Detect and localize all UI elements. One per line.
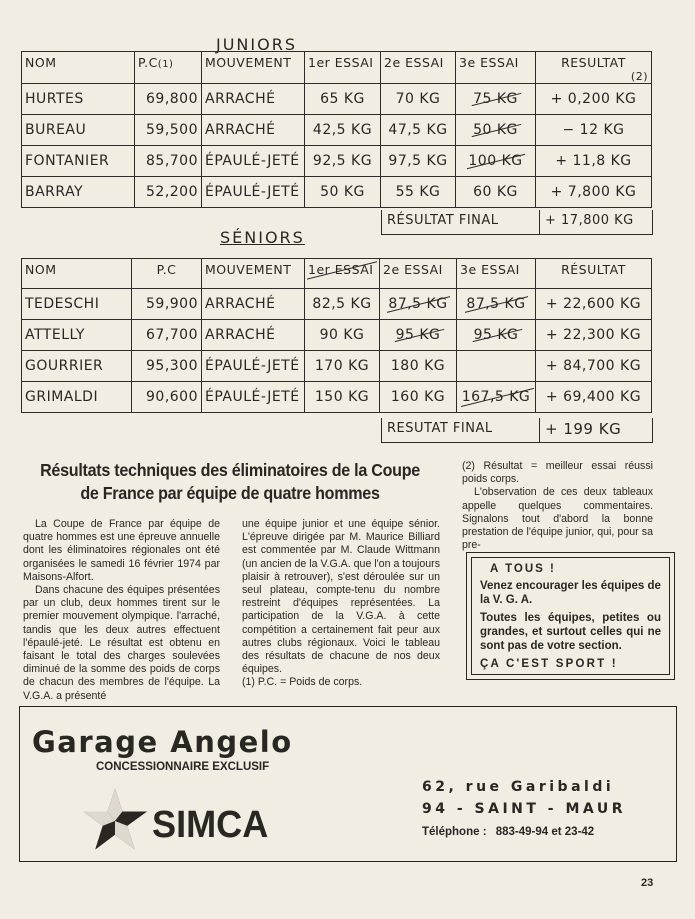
attempt-2-value: 180 KG bbox=[390, 358, 446, 374]
result-value: + 84,700 KG bbox=[545, 358, 642, 374]
attempt-3 bbox=[456, 177, 536, 208]
athlete-name bbox=[22, 351, 132, 382]
col-header-essai2: 2e ESSAI bbox=[381, 52, 456, 84]
body-weight bbox=[132, 320, 202, 351]
result-value: + 69,400 KG bbox=[545, 389, 642, 405]
attempt-3 bbox=[457, 382, 536, 413]
body-weight-value: 95,300 bbox=[146, 358, 198, 374]
attempt-1 bbox=[305, 84, 381, 115]
col-header-essai3: 3e ESSAI bbox=[456, 52, 536, 84]
seniors-header-row bbox=[22, 259, 652, 289]
attempt-3-value: 167,5 KG bbox=[461, 389, 531, 405]
movement bbox=[202, 382, 305, 413]
seniors-table bbox=[21, 258, 652, 413]
body-weight-value: 69,800 bbox=[146, 91, 198, 107]
result bbox=[536, 84, 652, 115]
athlete-name bbox=[22, 382, 132, 413]
article-column-3 bbox=[462, 460, 653, 552]
col-header-nom: NOM bbox=[22, 259, 132, 289]
movement-value: ÉPAULÉ-JETÉ bbox=[205, 389, 300, 405]
movement-value: ÉPAULÉ-JETÉ bbox=[205, 184, 300, 200]
paragraph: Dans chacune des équipes présentées par un club, deux hommes tirent sur le premier mouvement olympique. l'arraché, tandis que les deux autres effectuent l'épaulé-jeté. Le résultat est obtenu en faisant le total des charges soulevées diminué de la somme des poids de corps de chacun des membres de l'équipe. La V.G.A. a présenté bbox=[23, 584, 220, 702]
body-weight bbox=[135, 177, 202, 208]
result bbox=[536, 177, 652, 208]
athlete-name bbox=[22, 320, 132, 351]
movement-value: ARRACHÉ bbox=[205, 91, 276, 107]
movement bbox=[202, 146, 305, 177]
notice-title: A TOUS ! bbox=[490, 563, 556, 575]
attempt-3 bbox=[457, 289, 536, 320]
article-headline: Résultats techniques des éliminatoires de la Coupe de France par équipe de quatre hommes bbox=[40, 460, 420, 503]
seniors-final-row bbox=[381, 418, 653, 443]
phone-label: Téléphone : bbox=[422, 826, 487, 838]
attempt-1 bbox=[305, 351, 380, 382]
notice-line-1: Venez encourager les équipes de la V. G. A. bbox=[480, 580, 661, 606]
attempt-2-value: 160 KG bbox=[390, 389, 446, 405]
movement-value: ÉPAULÉ-JETÉ bbox=[205, 153, 300, 169]
movement bbox=[202, 115, 305, 146]
body-weight bbox=[132, 289, 202, 320]
result bbox=[536, 351, 652, 382]
result-value: + 0,200 KG bbox=[550, 91, 637, 107]
attempt-1-value: 82,5 KG bbox=[312, 296, 372, 312]
notice-footer: ÇA C'EST SPORT ! bbox=[480, 658, 618, 670]
juniors-final-label: RÉSULTAT FINAL bbox=[382, 210, 540, 234]
pc-note-ref: (1) bbox=[157, 59, 174, 70]
movement-value: ARRACHÉ bbox=[205, 327, 276, 343]
juniors-header-row bbox=[22, 52, 652, 84]
athlete-name-value: GRIMALDI bbox=[25, 389, 99, 405]
athlete-name-value: GOURRIER bbox=[25, 358, 104, 374]
result bbox=[536, 289, 652, 320]
body-weight bbox=[135, 115, 202, 146]
body-weight-value: 85,700 bbox=[146, 153, 198, 169]
col-header-mouvement: MOUVEMENT bbox=[202, 52, 305, 84]
athlete-row bbox=[22, 382, 652, 413]
address-street: 62, rue Garibaldi bbox=[422, 779, 615, 795]
article-column-1 bbox=[23, 518, 220, 703]
attempt-2 bbox=[381, 84, 456, 115]
athlete-name bbox=[22, 115, 135, 146]
body-weight bbox=[135, 146, 202, 177]
attempt-2 bbox=[381, 146, 456, 177]
athlete-name bbox=[22, 177, 135, 208]
athlete-row bbox=[22, 115, 652, 146]
resultat-label: RESULTAT bbox=[561, 55, 626, 70]
attempt-2 bbox=[381, 177, 456, 208]
garage-advertisement bbox=[19, 706, 677, 862]
col-header-resultat bbox=[536, 52, 652, 84]
result-value: + 22,300 KG bbox=[545, 327, 642, 343]
attempt-1-value: 170 KG bbox=[314, 358, 370, 374]
notice-line-2: Toutes les équipes, petites ou grandes, et surtout celles qui ne sont pas de votre section. bbox=[480, 612, 661, 652]
attempt-3-value: 100 KG bbox=[468, 153, 523, 169]
attempt-3 bbox=[456, 115, 536, 146]
body-weight-value: 67,700 bbox=[146, 327, 198, 343]
attempt-1 bbox=[305, 146, 381, 177]
page-number: 23 bbox=[641, 877, 654, 889]
result bbox=[536, 320, 652, 351]
athlete-name-value: TEDESCHI bbox=[25, 296, 100, 312]
athlete-name-value: BARRAY bbox=[25, 184, 84, 200]
movement-value: ARRACHÉ bbox=[205, 296, 276, 312]
col-header-essai1: 1er ESSAI bbox=[305, 52, 381, 84]
body-weight bbox=[132, 351, 202, 382]
notice-box bbox=[466, 552, 675, 680]
body-weight-value: 52,200 bbox=[146, 184, 198, 200]
col-header-essai2: 2e ESSAI bbox=[380, 259, 457, 289]
col-header-pc bbox=[135, 52, 202, 84]
attempt-1-value: 92,5 KG bbox=[312, 153, 373, 169]
essai1-label: 1er ESSAI bbox=[308, 262, 374, 277]
attempt-3-value: 60 KG bbox=[473, 184, 518, 200]
phone-line bbox=[422, 826, 594, 838]
result bbox=[536, 115, 652, 146]
attempt-1 bbox=[305, 177, 381, 208]
attempt-1 bbox=[305, 382, 380, 413]
athlete-name-value: ATTELLY bbox=[25, 327, 85, 343]
juniors-final-row bbox=[381, 210, 653, 235]
attempt-1 bbox=[305, 289, 380, 320]
garage-name: Garage Angelo bbox=[32, 725, 293, 759]
athlete-row bbox=[22, 84, 652, 115]
athlete-name bbox=[22, 289, 132, 320]
attempt-2 bbox=[380, 320, 457, 351]
movement bbox=[202, 177, 305, 208]
body-weight bbox=[132, 382, 202, 413]
col-header-essai3: 3e ESSAI bbox=[457, 259, 536, 289]
athlete-row bbox=[22, 351, 652, 382]
movement-value: ARRACHÉ bbox=[205, 122, 276, 138]
result-value: + 7,800 KG bbox=[550, 184, 637, 200]
attempt-3-value: 95 KG bbox=[473, 327, 519, 343]
attempt-2-value: 95 KG bbox=[395, 327, 441, 343]
athlete-row bbox=[22, 177, 652, 208]
attempt-3-value: 87,5 KG bbox=[466, 296, 526, 312]
attempt-1-value: 150 KG bbox=[314, 389, 370, 405]
seniors-final-value: + 199 KG bbox=[545, 420, 622, 438]
result-value: + 11,8 KG bbox=[555, 153, 632, 169]
movement bbox=[202, 351, 305, 382]
seniors-title: SÉNIORS bbox=[220, 228, 305, 247]
col-header-resultat: RÉSULTAT bbox=[536, 259, 652, 289]
seniors-final-label: RESUTAT FINAL bbox=[382, 418, 540, 442]
result-value: − 12 KG bbox=[562, 122, 625, 138]
body-weight-value: 59,500 bbox=[146, 122, 198, 138]
attempt-2-value: 97,5 KG bbox=[388, 153, 448, 169]
resultat-note-ref: (2) bbox=[630, 70, 648, 83]
attempt-2 bbox=[380, 289, 457, 320]
attempt-3-value: 50 KG bbox=[473, 122, 518, 138]
athlete-row bbox=[22, 289, 652, 320]
attempt-1-value: 42,5 KG bbox=[312, 122, 373, 138]
athlete-name-value: BUREAU bbox=[25, 122, 87, 138]
result bbox=[536, 382, 652, 413]
attempt-2-value: 87,5 KG bbox=[388, 296, 448, 312]
athlete-name-value: FONTANIER bbox=[25, 153, 110, 169]
col-header-mouvement: MOUVEMENT bbox=[202, 259, 305, 289]
athlete-name bbox=[22, 84, 135, 115]
movement bbox=[202, 320, 305, 351]
simca-brand: SIMCA bbox=[152, 804, 269, 846]
attempt-2-value: 70 KG bbox=[395, 91, 441, 107]
col-header-essai1 bbox=[305, 259, 380, 289]
attempt-3 bbox=[456, 84, 536, 115]
juniors-final-value: + 17,800 KG bbox=[545, 213, 634, 228]
result bbox=[536, 146, 652, 177]
juniors-table bbox=[21, 51, 652, 208]
juniors-title: JUNIORS bbox=[216, 35, 297, 54]
attempt-3 bbox=[456, 146, 536, 177]
footnote-2: (2) Résultat = meilleur essai réussi poids corps. bbox=[462, 460, 653, 486]
athlete-name-value: HURTES bbox=[25, 91, 84, 107]
attempt-3-value: 75 KG bbox=[473, 91, 518, 107]
attempt-1 bbox=[305, 115, 381, 146]
attempt-2 bbox=[380, 382, 457, 413]
phone-number: 883-49-94 et 23-42 bbox=[495, 826, 595, 838]
concession-label: CONCESSIONNAIRE EXCLUSIF bbox=[96, 761, 270, 773]
article-column-2 bbox=[242, 518, 440, 690]
body-weight-value: 59,900 bbox=[146, 296, 198, 312]
attempt-3 bbox=[457, 320, 536, 351]
col-header-nom: NOM bbox=[22, 52, 135, 84]
body-weight-value: 90,600 bbox=[146, 389, 198, 405]
movement bbox=[202, 289, 305, 320]
attempt-2 bbox=[381, 115, 456, 146]
attempt-1-value: 90 KG bbox=[319, 327, 365, 343]
result-value: + 22,600 KG bbox=[545, 296, 642, 312]
paragraph: La Coupe de France par équipe de quatre hommes est une épreuve annuelle dont les éliminatoires régionales ont été organisées le samedi 16 février 1974 par Maisons-Alfort. bbox=[23, 518, 220, 583]
paragraph: une équipe junior et une équipe sénior. L'épreuve dirigée par M. Maurice Billiard est commentée par M. Claude Wittmann (un ancien de la V.G.A. que l'on a toujours plaisir à retrouver), s'est déroulée sur un seul plateau, compte-tenu du nombre restreint d'équipes représentées. La participation de la V.G.A. à cette compétition a certainement fait peur aux autres clubs régionaux. Voici le tableau des résultats de chacune de nos deux équipes. bbox=[242, 518, 440, 676]
attempt-2 bbox=[380, 351, 457, 382]
footnote-1: (1) P.C. = Poids de corps. bbox=[242, 676, 363, 689]
attempt-1-value: 65 KG bbox=[320, 91, 365, 107]
movement bbox=[202, 84, 305, 115]
attempt-2-value: 47,5 KG bbox=[388, 122, 448, 138]
col-header-pc: P.C bbox=[132, 259, 202, 289]
pc-label: P.C bbox=[138, 55, 158, 70]
athlete-row bbox=[22, 146, 652, 177]
attempt-3 bbox=[457, 351, 536, 382]
attempt-1 bbox=[305, 320, 380, 351]
address-city: 94 - SAINT - MAUR bbox=[422, 801, 626, 817]
body-weight bbox=[135, 84, 202, 115]
athlete-name bbox=[22, 146, 135, 177]
athlete-row bbox=[22, 320, 652, 351]
attempt-1-value: 50 KG bbox=[320, 184, 365, 200]
attempt-2-value: 55 KG bbox=[395, 184, 441, 200]
simca-pentastar-logo bbox=[80, 787, 150, 855]
paragraph: L'observation de ces deux tableaux appelle quelques commentaires. Signalons tout d'abord la bonne prestation de l'équipe junior, qui, pour sa pre- bbox=[462, 486, 653, 552]
movement-value: ÉPAULÉ-JETÉ bbox=[205, 358, 300, 374]
